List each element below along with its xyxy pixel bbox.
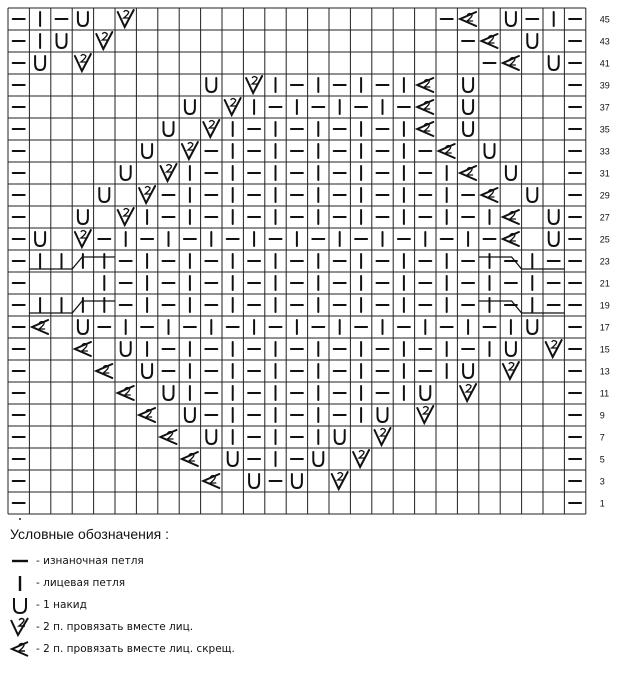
chart-row: [13, 76, 610, 93]
yarn-over-mark: [249, 474, 259, 488]
legend-item: [8, 594, 408, 616]
k2tog-digit: [466, 385, 472, 393]
k2tog-digit: [145, 187, 151, 195]
chart-row: [13, 298, 610, 312]
yarn-over-mark: [121, 342, 131, 356]
legend-item-label: - 2 п. провязать вместе лиц.: [36, 621, 194, 633]
chart-row: [13, 472, 605, 489]
yarn-over-mark: [506, 342, 516, 356]
k2tog-digit: [252, 77, 258, 85]
yarn-over-mark: [527, 34, 537, 48]
yarn-over-mark: [164, 386, 174, 400]
chart-row: [13, 340, 610, 357]
chart-row: [13, 98, 610, 115]
k2tog-digit: [209, 121, 215, 129]
yarn-over-mark: [78, 12, 88, 26]
k2tog-digit: [188, 143, 194, 151]
yarn-over-mark: [99, 188, 109, 202]
chart-row: [13, 362, 610, 379]
row-number: 3: [599, 476, 605, 487]
yarn-over-mark: [142, 144, 152, 158]
k2tog-digit: [231, 99, 237, 107]
yarn-over-mark: [78, 210, 88, 224]
k2tog-digit: [423, 407, 429, 415]
yarn-over-mark: [292, 474, 302, 488]
yarn-over-mark: [164, 122, 174, 136]
ssk-icon: [8, 638, 36, 660]
yarn-over-mark: [185, 408, 195, 422]
row-number: 17: [599, 322, 610, 333]
k2tog-digit: [338, 473, 344, 481]
k2tog-digit: [509, 363, 515, 371]
bar-icon: [8, 572, 36, 594]
yarn-over-mark: [378, 408, 388, 422]
chart-row: [13, 384, 609, 401]
row-number: 35: [599, 124, 610, 135]
chart-row: [13, 450, 605, 467]
row-number: 21: [599, 278, 610, 289]
k2tog-icon: [8, 616, 36, 638]
chart-row: [13, 32, 610, 49]
yarn-over-mark: [313, 452, 323, 466]
legend-item: [8, 550, 408, 572]
chart-row: [13, 320, 610, 334]
legend: [8, 526, 408, 660]
row-number: 15: [599, 344, 610, 355]
start-marker: [20, 518, 32, 520]
yarn-over-mark: [142, 364, 152, 378]
yarn-over-mark: [121, 166, 131, 180]
chart-row: [13, 428, 605, 445]
yarn-over-mark: [35, 56, 45, 70]
yarn-over-mark: [463, 100, 473, 114]
chart-row: [13, 186, 610, 203]
k2tog-digit: [81, 231, 87, 239]
row-number: 33: [599, 146, 610, 157]
chart-row: [13, 230, 610, 247]
chart-row: [13, 142, 610, 159]
legend-item: [8, 638, 408, 660]
legend-title: Условные обозначения :: [10, 526, 170, 542]
chart-row: [13, 254, 610, 268]
row-number: 25: [599, 234, 610, 245]
yarn-over-mark: [206, 430, 216, 444]
chart-row: [13, 54, 610, 71]
dash-icon: [8, 550, 36, 572]
row-number: 19: [599, 300, 610, 311]
yarn-over-mark: [335, 430, 345, 444]
legend-item-label: - изнаночная петля: [36, 555, 144, 567]
yarn-over-mark: [506, 166, 516, 180]
chart-row: [13, 276, 610, 290]
k2tog-digit: [81, 55, 87, 63]
yarn-over-mark: [185, 100, 195, 114]
k2tog-digit: [552, 341, 558, 349]
chart-row: [13, 208, 610, 225]
row-number: 11: [599, 388, 610, 399]
row-number: 27: [599, 212, 610, 223]
k2tog-digit: [124, 11, 130, 19]
k2tog-digit: [102, 33, 108, 41]
yarn-over-mark: [35, 232, 45, 246]
yarn-over-mark: [463, 364, 473, 378]
row-number: 1: [599, 498, 605, 509]
row-number: 31: [599, 168, 610, 179]
yarn-over-mark: [549, 56, 559, 70]
row-number: 37: [599, 102, 610, 113]
row-number: 43: [599, 36, 610, 47]
chart-row: [13, 120, 610, 137]
yarn-over-mark: [506, 12, 516, 26]
row-number: 41: [599, 58, 610, 69]
legend-item: [8, 572, 408, 594]
chart-row: [13, 406, 605, 423]
yarn-over-mark: [463, 122, 473, 136]
legend-item-label: - 1 накид: [36, 599, 87, 611]
yarn-over-mark: [549, 210, 559, 224]
legend-item-label: - 2 п. провязать вместе лиц. скрещ.: [36, 643, 235, 655]
yarn-over-mark: [57, 34, 67, 48]
row-number: 23: [599, 256, 610, 267]
k2tog-digit: [167, 165, 173, 173]
yarn-over-mark: [206, 78, 216, 92]
row-number: 39: [599, 80, 610, 91]
yarn-over-mark: [420, 386, 430, 400]
yarn-over-mark: [527, 188, 537, 202]
row-number: 5: [599, 454, 605, 465]
row-number: 29: [599, 190, 610, 201]
chart-row: [13, 10, 610, 27]
yarn-over-mark: [463, 78, 473, 92]
row-number: 7: [599, 432, 605, 443]
chart-row: [13, 499, 605, 509]
yarn-over-mark: [228, 452, 238, 466]
k2tog-digit: [359, 451, 365, 459]
legend-item-label: - лицевая петля: [36, 577, 126, 589]
yarn-over-mark: [485, 144, 495, 158]
row-number: 9: [599, 410, 605, 421]
yarn-over-mark: [549, 232, 559, 246]
row-number: 45: [599, 14, 610, 25]
row-number: 13: [599, 366, 610, 377]
yarn-over-icon: [8, 594, 36, 616]
chart-row: [13, 164, 610, 181]
k2tog-digit: [124, 209, 130, 217]
yarn-over-mark: [527, 320, 537, 334]
yarn-over-mark: [78, 320, 88, 334]
legend-item: [8, 616, 408, 638]
k2tog-digit: [381, 429, 387, 437]
